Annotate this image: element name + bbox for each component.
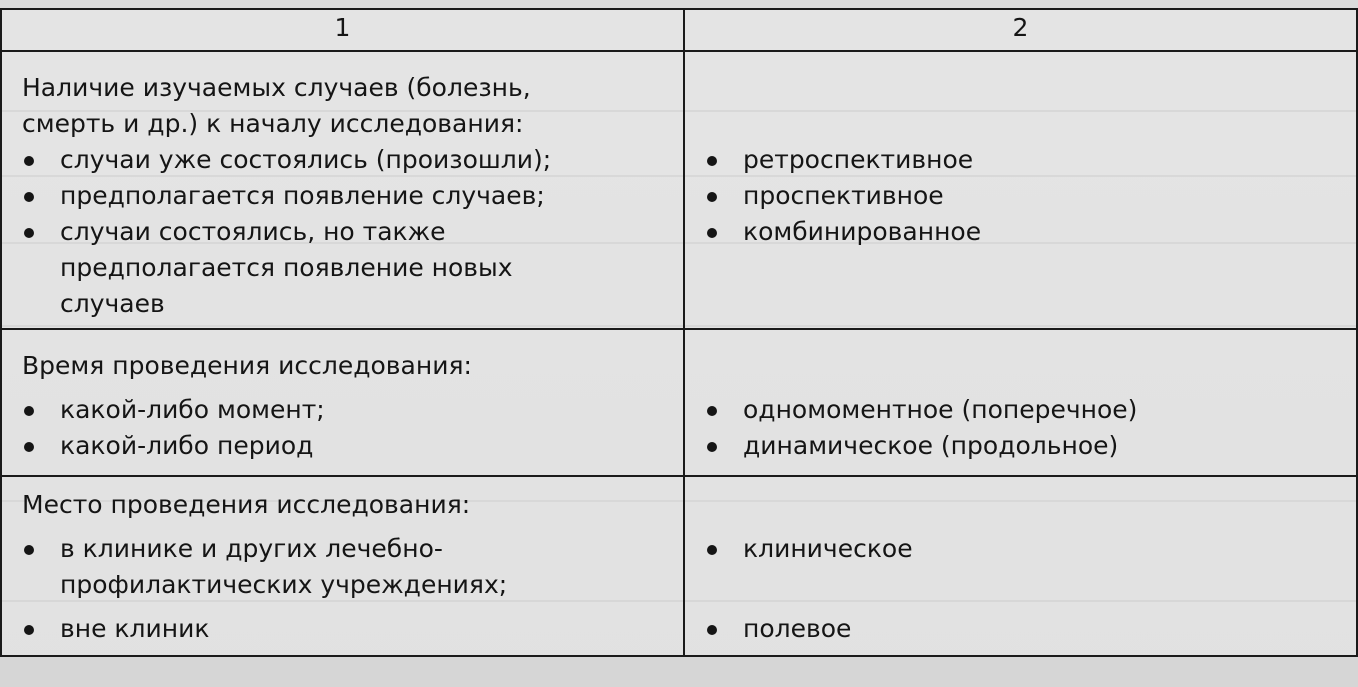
list-item: какой-либо период [16,428,671,464]
list-item: динамическое (продольное) [699,428,1344,464]
table-row [1,476,1357,656]
table-header-row [1,9,1357,51]
study-type-list [699,392,1344,464]
criterion-heading: Наличие изучаемых случаев (болезнь, [22,73,531,102]
criterion-list [16,392,671,464]
list-item: вне клиник [16,611,671,647]
study-type-list [699,531,1344,647]
list-item: клиническое [699,531,1344,567]
criterion-heading: смерть и др.) к началу исследования: [22,109,524,138]
list-item: в клинике и других лечебно-профилактических учреждениях; [16,531,671,603]
criterion-cell [1,51,684,329]
list-item: проспективное [699,178,1344,214]
list-item: ретроспективное [699,142,1344,178]
list-item: предполагается появление случаев; [16,178,671,214]
column-header-1: 1 [1,9,684,51]
classification-table [0,8,1358,657]
list-item: комбинированное [699,214,1344,250]
study-type-cell [684,51,1357,329]
column-header-2: 2 [684,9,1357,51]
list-item: случаи уже состоялись (произошли); [16,142,671,178]
criterion-cell [1,329,684,476]
criterion-list [16,531,671,647]
study-type-cell [684,329,1357,476]
table-row [1,329,1357,476]
criterion-heading: Место проведения исследования: [22,490,471,519]
table-row [1,51,1357,329]
list-item: какой-либо момент; [16,392,671,428]
study-type-list [699,142,1344,250]
list-item: случаи состоялись, но также предполагается появление новых случаев [16,214,671,322]
study-type-cell [684,476,1357,656]
list-item: одномоментное (поперечное) [699,392,1344,428]
criterion-cell [1,476,684,656]
criterion-list [16,142,671,322]
list-item: полевое [699,611,1344,647]
criterion-heading: Время проведения исследования: [22,351,472,380]
